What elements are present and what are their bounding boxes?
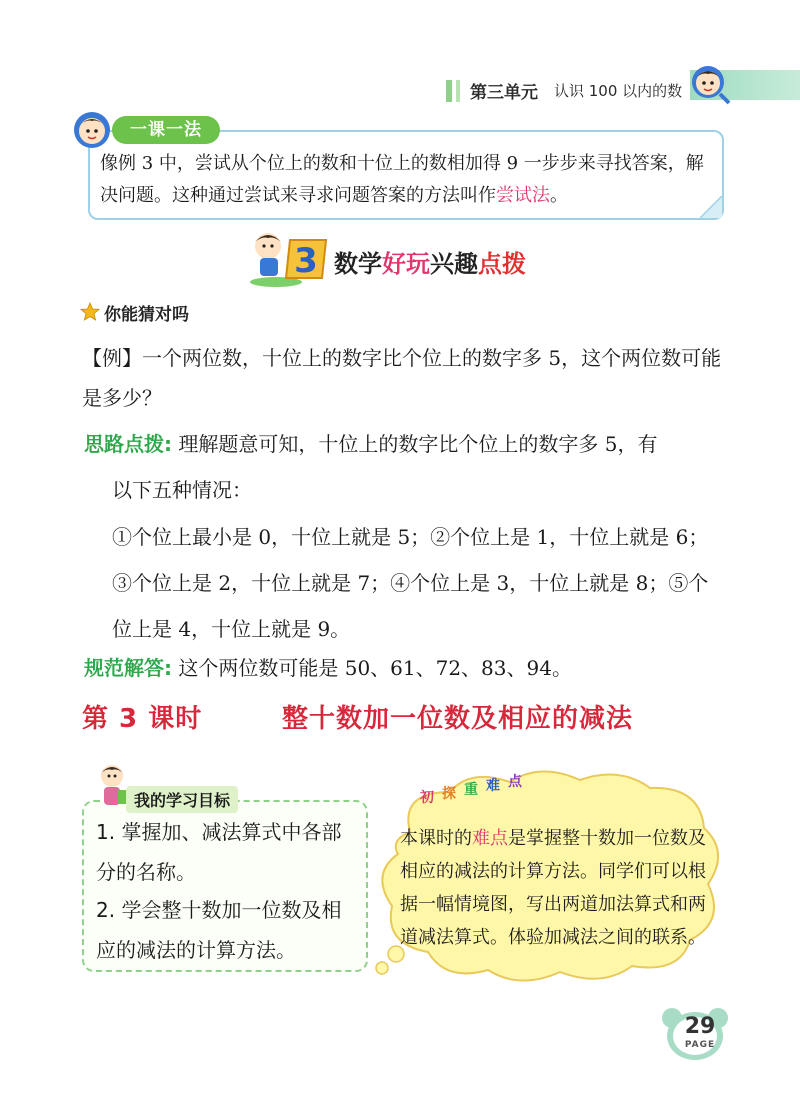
example-text: 【例】一个两位数，十位上的数字比个位上的数字多 5，这个两位数可能是多少？ [82,346,722,410]
explore-highlight: 难点 [472,828,508,849]
lesson-number: 第 3 课时 [82,704,203,734]
method-text: 像例 3 中，尝试从个位上的数和十位上的数相加得 9 一步步来寻找答案，解决问题。这种通过尝试来寻求问题答案的方法叫作尝试法。 [100,153,704,206]
method-highlight: 尝试法 [496,185,550,206]
analysis-line-2: 以下五种情况： [112,478,252,502]
star-icon [80,302,100,322]
svg-text:重: 重 [464,782,478,798]
section-number-icon [246,228,330,288]
header-bar [446,80,452,102]
mascot-magnifier-icon [688,62,732,106]
goal-title: 我的学习目标 [126,786,238,813]
page-number: 29 [684,1014,716,1039]
analysis-cases: ①个位上最小是 0，十位上就是 5；②个位上是 1，十位上就是 6；③个位上是 2，十位上就是 7；④个位上是 3，十位上就是 8；⑤个位上是 4，十位上就是 9。 [112,525,709,641]
svg-text:初: 初 [420,790,434,806]
method-badge: 一课一法 [112,116,220,144]
mascot-magnifier-icon [70,108,114,152]
answer-label: 规范解答: [84,656,172,680]
svg-text:点: 点 [508,774,522,790]
analysis-label: 思路点拨: [84,432,172,456]
header-bar-light [456,80,460,102]
svg-text:难: 难 [486,778,500,794]
goal-item-1: 1. 掌握加、减法算式中各部分的名称。 [96,820,342,884]
guess-title: 你能猜对吗 [104,305,189,325]
section-number: 3 [294,241,318,281]
answer-text: 规范解答: 这个两位数可能是 50、61、72、83、94。 [84,656,572,680]
header-unit: 第三单元 [470,83,538,103]
page-fold-icon [700,196,722,218]
svg-text:探: 探 [442,786,456,802]
section-title: 数学好玩兴趣点拨 [334,250,526,278]
header-topic: 认识 100 以内的数 [554,82,683,100]
goal-item-2: 2. 学会整十数加一位数及相应的减法的计算方法。 [96,898,342,962]
page-word: PAGE [684,1040,716,1050]
explore-title [412,772,532,808]
lesson-name: 整十数加一位数及相应的减法 [282,704,634,734]
explore-text: 本课时的难点是掌握整十数加一位数及相应的减法的计算方法。同学们可以根据一幅情境图，写出两道加法算式和两道减法算式。体验加减法之间的联系。 [400,828,706,948]
analysis-line-1: 思路点拨: 理解题意可知，十位上的数字比个位上的数字多 5，有 [84,432,658,456]
